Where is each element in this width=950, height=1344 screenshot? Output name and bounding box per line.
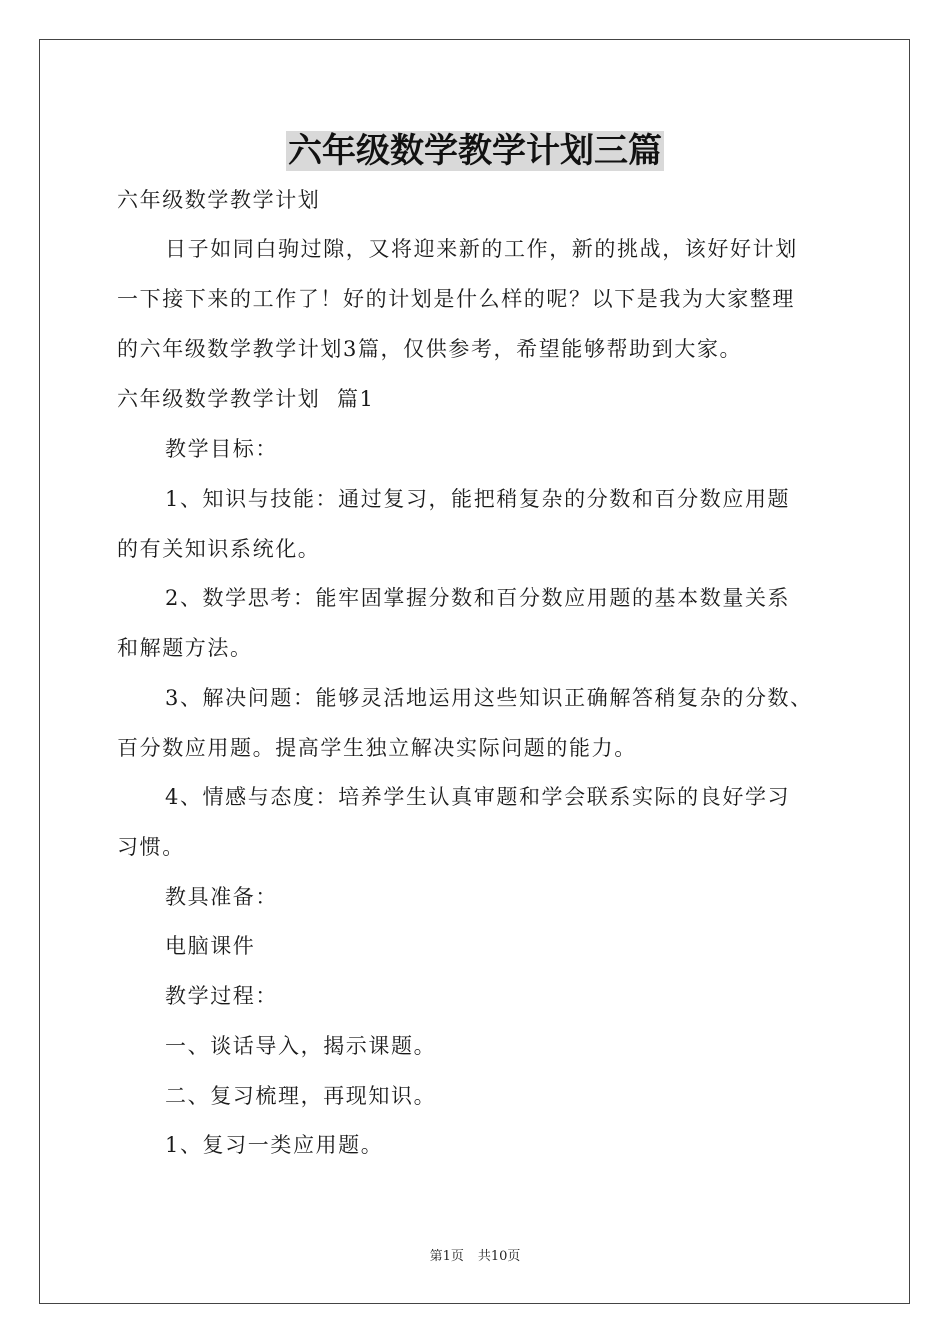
doc-line-13: 4、情感与态度：培养学生认真审题和学会联系实际的良好学习 — [165, 785, 791, 809]
doc-line-10: 和解题方法。 — [117, 636, 253, 660]
doc-line-11: 3、解决问题：能够灵活地运用这些知识正确解答稍复杂的分数、 — [165, 686, 813, 710]
page-footer — [0, 1245, 950, 1264]
doc-line-15: 教具准备： — [165, 885, 278, 909]
doc-line-2: 日子如同白驹过隙，又将迎来新的工作，新的挑战，该好好计划 — [165, 237, 798, 261]
doc-line-4: 的六年级数学教学计划3篇，仅供参考，希望能够帮助到大家。 — [117, 337, 743, 361]
doc-line-18: 一、谈话导入，揭示课题。 — [165, 1034, 437, 1058]
doc-line-12: 百分数应用题。提高学生独立解决实际问题的能力。 — [117, 736, 637, 760]
doc-line-17: 教学过程： — [165, 984, 278, 1008]
doc-line-20: 1、复习一类应用题。 — [165, 1133, 384, 1157]
doc-line-14: 习惯。 — [117, 835, 185, 859]
doc-line-7: 1、知识与技能：通过复习，能把稍复杂的分数和百分数应用题 — [165, 487, 791, 511]
doc-line-16: 电脑课件 — [165, 934, 256, 958]
doc-line-9: 2、数学思考：能牢固掌握分数和百分数应用题的基本数量关系 — [165, 586, 791, 610]
doc-line-3: 一下接下来的工作了！好的计划是什么样的呢？以下是我为大家整理 — [117, 287, 795, 311]
doc-line-19: 二、复习梳理，再现知识。 — [165, 1084, 437, 1108]
document-title — [0, 126, 950, 176]
page-border — [39, 39, 910, 1304]
doc-line-1: 六年级数学教学计划 — [117, 188, 321, 212]
page-number: 第1页 — [429, 1249, 464, 1264]
document-title-text: 六年级数学教学计划三篇 — [288, 131, 662, 171]
doc-line-8: 的有关知识系统化。 — [117, 537, 321, 561]
doc-line-6: 教学目标： — [165, 437, 278, 461]
doc-line-5: 六年级数学教学计划 篇1 — [117, 387, 375, 411]
page-total: 共10页 — [477, 1249, 521, 1264]
